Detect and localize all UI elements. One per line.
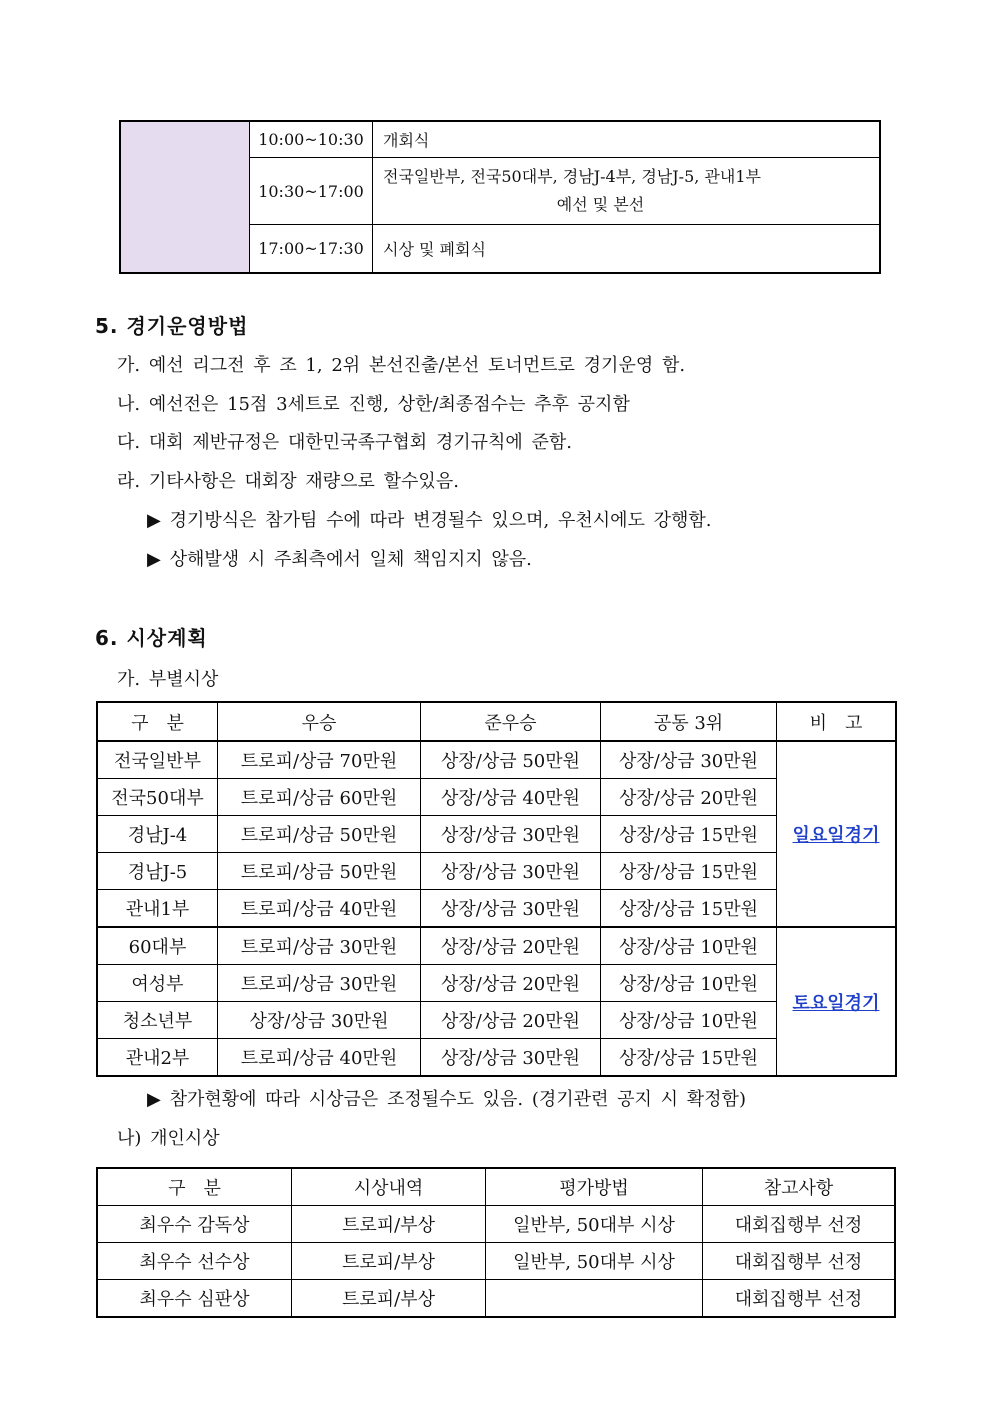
schedule-day-cell bbox=[120, 121, 250, 273]
award-first: 상장/상금 30만원 bbox=[218, 1002, 421, 1039]
schedule-desc-line1: 전국일반부, 전국50대부, 경남J-4부, 경남J-5, 관내1부 bbox=[383, 167, 761, 186]
indiv-category: 최우수 심판상 bbox=[97, 1280, 292, 1318]
award-first: 트로피/상금 70만원 bbox=[218, 741, 421, 779]
section5-bullet: ▶ 경기방식은 참가팀 수에 따라 변경될수 있으며, 우천시에도 강행함. bbox=[147, 510, 712, 531]
award-third: 상장/상금 15만원 bbox=[601, 890, 777, 928]
section6-title: 6. 시상계획 bbox=[95, 626, 208, 650]
award-division: 여성부 bbox=[97, 965, 218, 1002]
award-bullet: ▶ 참가현황에 따라 시상금은 조정될수도 있음. (경기관련 공지 시 확정함) bbox=[147, 1089, 746, 1110]
indiv-header: 평가방법 bbox=[486, 1168, 703, 1206]
individual-award-table bbox=[96, 1167, 896, 1318]
schedule-desc-line2: 예선 및 본선 bbox=[556, 195, 645, 214]
indiv-reference: 대회집행부 선정 bbox=[703, 1206, 896, 1243]
table-row bbox=[97, 1002, 896, 1039]
indiv-category: 최우수 감독상 bbox=[97, 1206, 292, 1243]
award-third: 상장/상금 10만원 bbox=[601, 927, 777, 965]
table-row bbox=[97, 965, 896, 1002]
award-division: 청소년부 bbox=[97, 1002, 218, 1039]
table-row bbox=[97, 779, 896, 816]
award-first: 트로피/상금 60만원 bbox=[218, 779, 421, 816]
schedule-desc: 개회식 bbox=[373, 121, 881, 158]
award-division: 경남J-5 bbox=[97, 853, 218, 890]
award-division: 전국일반부 bbox=[97, 741, 218, 779]
award-division: 관내1부 bbox=[97, 890, 218, 928]
table-row bbox=[97, 1243, 895, 1280]
indiv-prize: 트로피/부상 bbox=[292, 1243, 486, 1280]
award-division: 경남J-4 bbox=[97, 816, 218, 853]
indiv-category: 최우수 선수상 bbox=[97, 1243, 292, 1280]
indiv-prize: 트로피/부상 bbox=[292, 1280, 486, 1318]
schedule-time: 17:00~17:30 bbox=[250, 225, 373, 274]
schedule-table bbox=[119, 120, 881, 274]
award-header: 비 고 bbox=[777, 702, 897, 741]
award-header: 우승 bbox=[218, 702, 421, 741]
award-division: 관내2부 bbox=[97, 1039, 218, 1077]
award-header: 준우승 bbox=[421, 702, 601, 741]
award-second: 상장/상금 50만원 bbox=[421, 741, 601, 779]
award-second: 상장/상금 20만원 bbox=[421, 927, 601, 965]
table-row bbox=[97, 853, 896, 890]
award-third: 상장/상금 20만원 bbox=[601, 779, 777, 816]
award-first: 트로피/상금 40만원 bbox=[218, 1039, 421, 1077]
schedule-time: 10:00~10:30 bbox=[250, 121, 373, 158]
table-row bbox=[97, 927, 896, 965]
award-second: 상장/상금 30만원 bbox=[421, 816, 601, 853]
award-second: 상장/상금 30만원 bbox=[421, 890, 601, 928]
indiv-header: 구 분 bbox=[97, 1168, 292, 1206]
award-first: 트로피/상금 50만원 bbox=[218, 853, 421, 890]
award-header: 구 분 bbox=[97, 702, 218, 741]
award-third: 상장/상금 10만원 bbox=[601, 965, 777, 1002]
table-row bbox=[97, 1039, 896, 1077]
indiv-method: 일반부, 50대부 시상 bbox=[486, 1243, 703, 1280]
award-first: 트로피/상금 30만원 bbox=[218, 927, 421, 965]
section5-bullet: ▶ 상해발생 시 주최측에서 일체 책임지지 않음. bbox=[147, 549, 532, 570]
table-row bbox=[97, 741, 896, 779]
award-first: 트로피/상금 40만원 bbox=[218, 890, 421, 928]
table-row bbox=[97, 890, 896, 928]
table-row bbox=[97, 1206, 895, 1243]
award-third: 상장/상금 15만원 bbox=[601, 1039, 777, 1077]
award-second: 상장/상금 20만원 bbox=[421, 965, 601, 1002]
section5-title: 5. 경기운영방법 bbox=[95, 314, 249, 338]
award-second: 상장/상금 30만원 bbox=[421, 853, 601, 890]
section5-item: 나. 예선전은 15점 3세트로 진행, 상한/최종점수는 추후 공지함 bbox=[117, 394, 630, 415]
schedule-time: 10:30~17:00 bbox=[250, 158, 373, 225]
table-row bbox=[97, 1280, 895, 1318]
award-table bbox=[96, 701, 897, 1077]
award-second: 상장/상금 20만원 bbox=[421, 1002, 601, 1039]
award-division: 전국50대부 bbox=[97, 779, 218, 816]
award-second: 상장/상금 30만원 bbox=[421, 1039, 601, 1077]
indiv-header: 참고사항 bbox=[703, 1168, 896, 1206]
indiv-reference: 대회집행부 선정 bbox=[703, 1280, 896, 1318]
section6-sub-b: 나) 개인시상 bbox=[117, 1128, 220, 1149]
award-header: 공동 3위 bbox=[601, 702, 777, 741]
indiv-method: 일반부, 50대부 시상 bbox=[486, 1206, 703, 1243]
award-third: 상장/상금 15만원 bbox=[601, 816, 777, 853]
schedule-desc bbox=[373, 158, 881, 225]
award-division: 60대부 bbox=[97, 927, 218, 965]
section5-item: 다. 대회 제반규정은 대한민국족구협회 경기규칙에 준함. bbox=[117, 432, 572, 453]
award-note-sunday: 일요일경기 bbox=[777, 741, 897, 927]
award-third: 상장/상금 30만원 bbox=[601, 741, 777, 779]
indiv-reference: 대회집행부 선정 bbox=[703, 1243, 896, 1280]
table-row bbox=[97, 816, 896, 853]
section5-item: 라. 기타사항은 대회장 재량으로 할수있음. bbox=[117, 471, 459, 492]
indiv-prize: 트로피/부상 bbox=[292, 1206, 486, 1243]
award-first: 트로피/상금 50만원 bbox=[218, 816, 421, 853]
award-second: 상장/상금 40만원 bbox=[421, 779, 601, 816]
section6-sub-a: 가. 부별시상 bbox=[117, 669, 219, 690]
award-note-saturday: 토요일경기 bbox=[777, 927, 897, 1076]
section5-item: 가. 예선 리그전 후 조 1, 2위 본선진출/본선 토너먼트로 경기운영 함. bbox=[117, 355, 686, 376]
award-third: 상장/상금 10만원 bbox=[601, 1002, 777, 1039]
indiv-header: 시상내역 bbox=[292, 1168, 486, 1206]
indiv-method bbox=[486, 1280, 703, 1318]
schedule-desc: 시상 및 폐회식 bbox=[373, 225, 881, 274]
award-third: 상장/상금 15만원 bbox=[601, 853, 777, 890]
award-first: 트로피/상금 30만원 bbox=[218, 965, 421, 1002]
